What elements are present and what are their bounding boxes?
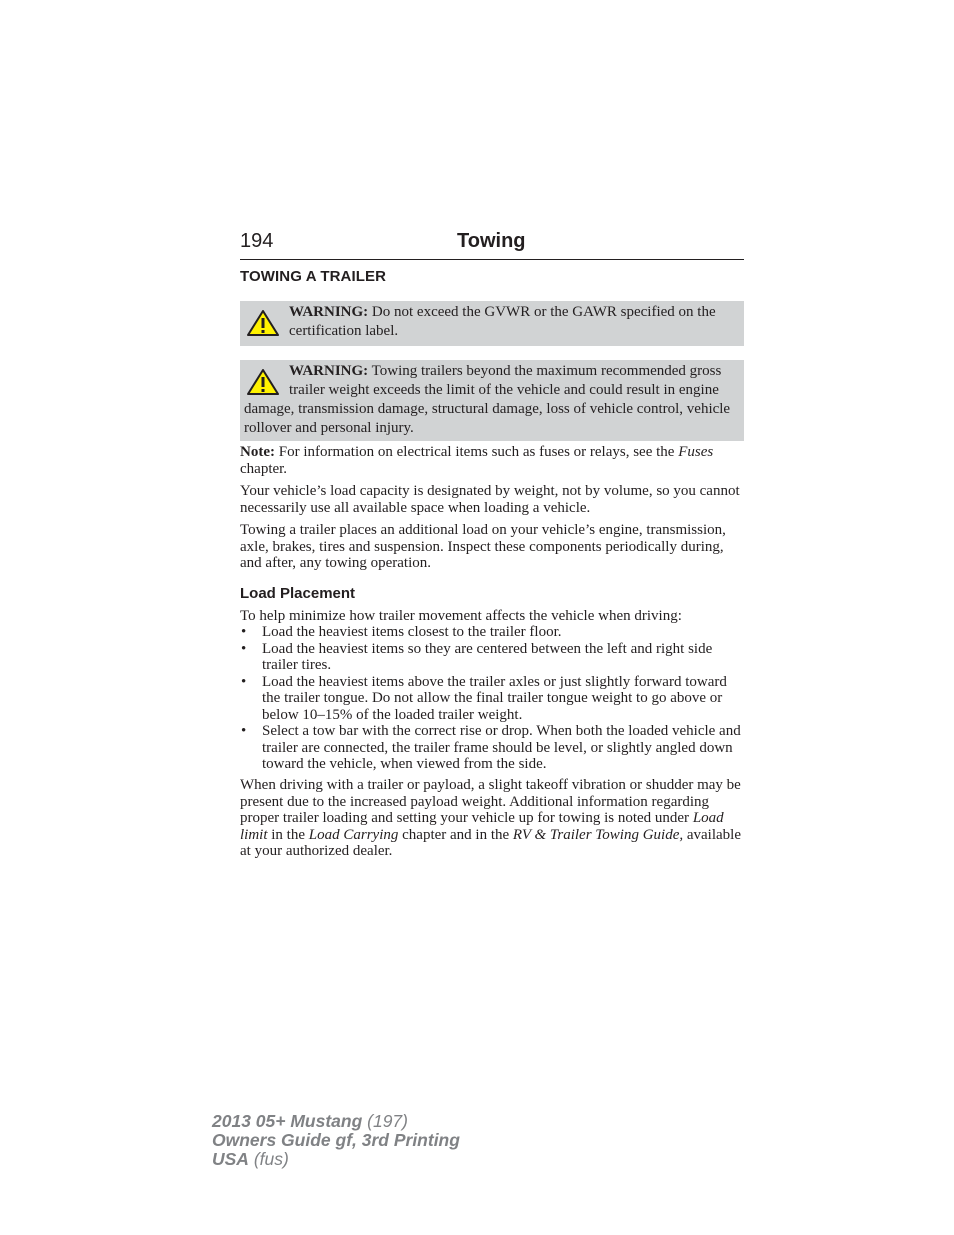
list-item bbox=[240, 624, 746, 641]
bullet-glyph: • bbox=[241, 624, 247, 640]
fuses-chapter-reference: Fuses bbox=[678, 444, 714, 460]
warning-triangle-icon bbox=[246, 309, 280, 337]
warning-triangle-icon bbox=[246, 368, 280, 396]
bullet-glyph: • bbox=[241, 723, 247, 739]
body-paragraph bbox=[240, 777, 746, 860]
text-fragment: When driving with a trailer or payload, a slight takeoff vibration or shudder may be present due to the increased payload weight. Additional information regarding proper trailer loading and setting your vehicle up for towing is noted under bbox=[240, 777, 741, 826]
body-paragraph: Your vehicle’s load capacity is designated by weight, not by volume, so you cannot necessarily use all available space when loading a vehicle. bbox=[240, 483, 740, 516]
warning-label: WARNING: bbox=[289, 363, 369, 379]
towing-guide-reference: RV & Trailer Towing Guide, bbox=[512, 826, 684, 843]
section-title: TOWING A TRAILER bbox=[240, 268, 387, 285]
warning-text: Towing trailers beyond the maximum recommended gross trailer weight exceeds the limit of the vehicle and could result in engine damage, transmission damage, structural damage, loss of vehicle control, vehicle rollover and personal injury. bbox=[244, 363, 731, 436]
list-item bbox=[240, 641, 746, 674]
footer-market-code: (fus) bbox=[248, 1149, 289, 1169]
footer-market: USA bbox=[212, 1149, 249, 1169]
footer-guide: Owners Guide gf, 3rd Printing bbox=[212, 1130, 460, 1150]
text-fragment: in the bbox=[267, 826, 309, 843]
body-paragraph: Towing a trailer places an additional load on your vehicle’s engine, transmission, axle, brakes, tires and suspension. Inspect these components periodically during, and after, any towing operation. bbox=[240, 522, 726, 571]
load-carrying-reference: Load Carrying bbox=[308, 826, 399, 843]
subsection-title: Load Placement bbox=[240, 585, 356, 602]
list-item-text: Load the heaviest items so they are centered between the left and right side trailer tires. bbox=[262, 640, 713, 673]
warning-label: WARNING: bbox=[289, 304, 369, 320]
note-text: For information on electrical items such as fuses or relays, see the bbox=[274, 444, 679, 460]
footer-line bbox=[212, 1131, 460, 1150]
chapter-title: Towing bbox=[457, 230, 526, 252]
footer-code: (197) bbox=[362, 1111, 408, 1131]
bullet-glyph: • bbox=[241, 673, 247, 690]
note-label: Note: bbox=[240, 444, 275, 460]
warning-box bbox=[240, 301, 744, 346]
footer-line bbox=[212, 1150, 460, 1169]
text-fragment: available at your authorized dealer. bbox=[240, 826, 741, 859]
page-number: 194 bbox=[240, 230, 274, 252]
bullet-list bbox=[240, 624, 746, 773]
text-fragment: chapter and in the bbox=[398, 826, 513, 843]
page-header bbox=[240, 229, 744, 260]
list-item-text: Select a tow bar with the correct rise or drop. When both the loaded vehicle and trailer are connected, the trailer frame should be level, or slightly angled down toward the vehicle, when viewed from the side. bbox=[262, 723, 741, 772]
load-limit-reference: Load limit bbox=[240, 810, 724, 843]
note-text-end: chapter. bbox=[240, 460, 288, 477]
intro-paragraph: To help minimize how trailer movement affects the vehicle when driving: bbox=[240, 608, 682, 624]
bullet-glyph: • bbox=[241, 640, 247, 657]
page-footer bbox=[212, 1112, 460, 1169]
list-item bbox=[240, 674, 746, 724]
list-item-text: Load the heaviest items above the trailer axles or just slightly forward toward the trailer tongue. Do not allow the final trailer tongue weight to go above or below 10–15% of the loaded trailer weight. bbox=[262, 673, 727, 723]
footer-model: 2013 05+ Mustang bbox=[212, 1111, 363, 1131]
warning-box bbox=[240, 360, 744, 441]
note-paragraph bbox=[240, 444, 746, 477]
list-item-text: Load the heaviest items closest to the trailer floor. bbox=[262, 624, 562, 640]
warning-text: Do not exceed the GVWR or the GAWR specified on the certification label. bbox=[289, 304, 716, 339]
list-item bbox=[240, 723, 746, 773]
footer-line bbox=[212, 1112, 460, 1131]
